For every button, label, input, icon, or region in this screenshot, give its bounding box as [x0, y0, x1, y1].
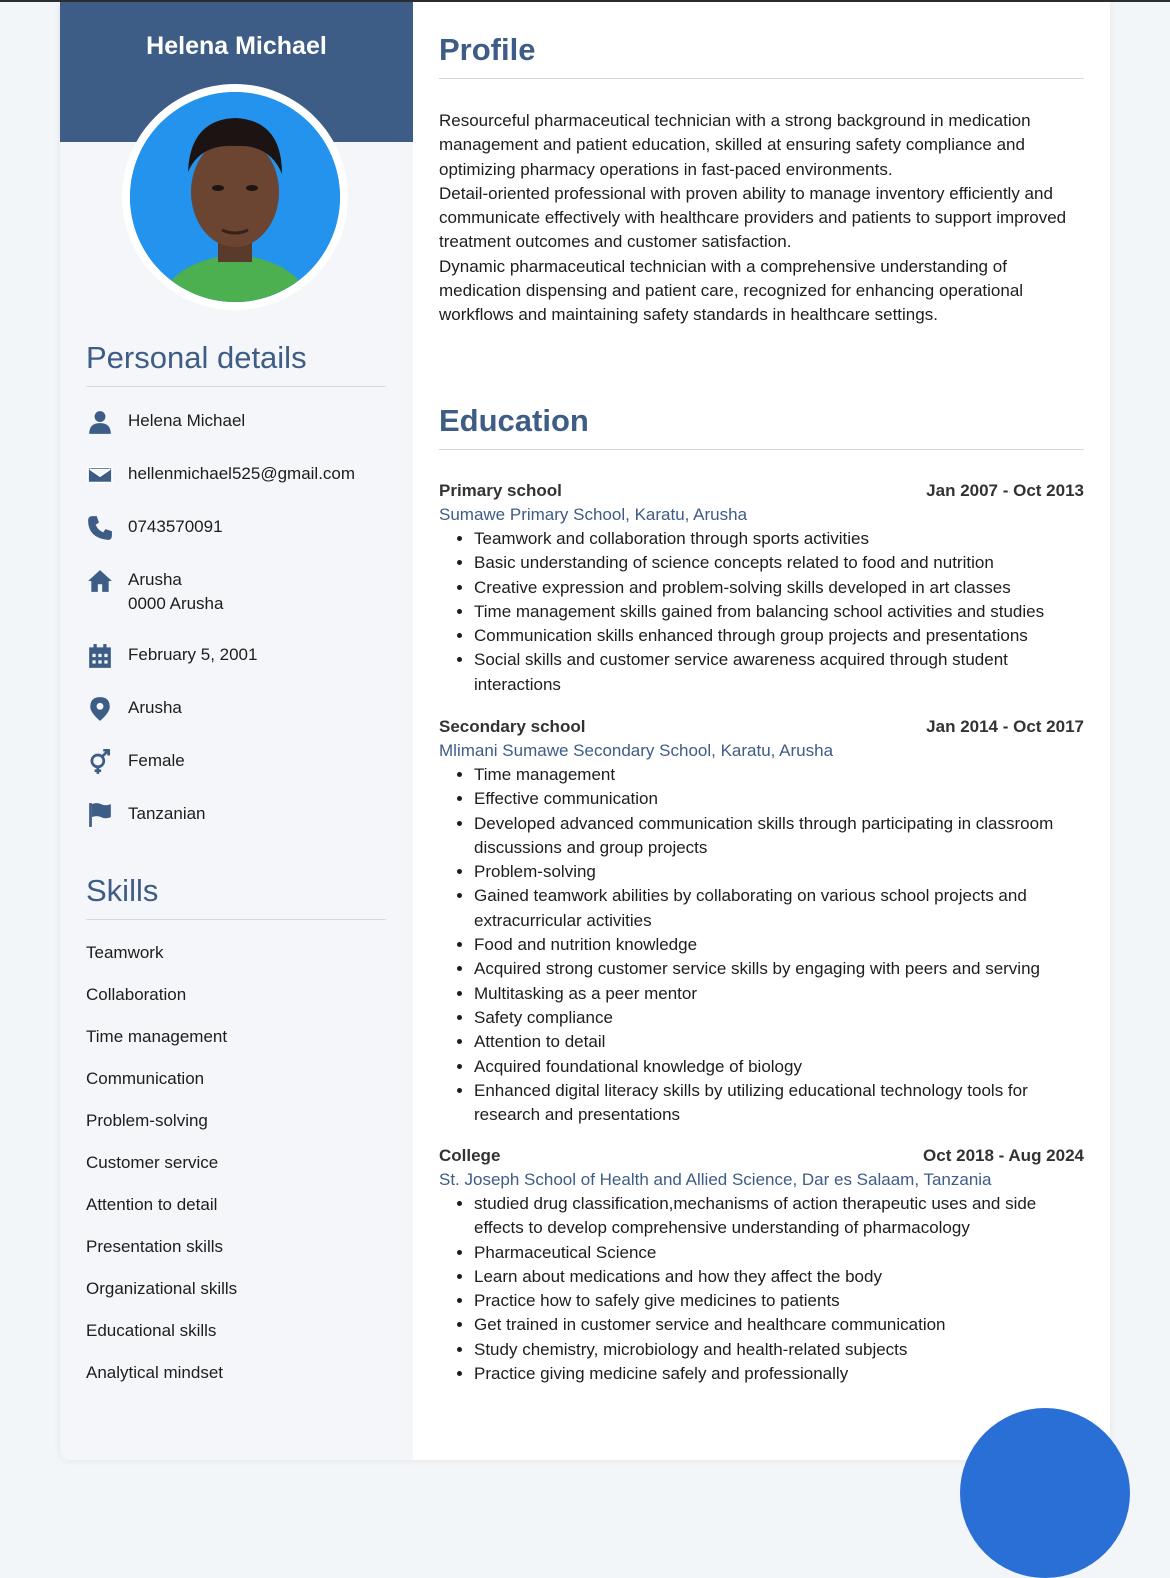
phone-icon	[86, 515, 114, 541]
education-bullet: • Effective communication	[474, 787, 1084, 811]
calendar-icon	[86, 643, 114, 669]
sidebar	[60, 2, 413, 1460]
detail-birthdate	[86, 643, 386, 669]
profile-paragraph: Detail-oriented professional with proven ability to manage inventory efficiently and communicate effectively with healthcare providers and patients to support improved treatment outcomes and customer satisfaction.	[439, 183, 1067, 252]
skill-item: Educational skills	[86, 1321, 217, 1340]
profile-photo	[130, 92, 340, 302]
detail-name	[86, 409, 386, 435]
skill-item: Analytical mindset	[86, 1363, 224, 1382]
profile-paragraph: Resourceful pharmaceutical technician with a strong background in medication management and patient education, skilled at ensuring safety compliance and optimizing pharmacy operations in fast-paced environments.	[439, 111, 1031, 179]
education-school: St. Joseph School of Health and Allied Science, Dar es Salaam, Tanzania	[439, 1170, 992, 1189]
education-bullet: • Safety compliance	[474, 1006, 1084, 1030]
education-bullets	[439, 527, 1084, 697]
profile-heading: Profile	[439, 32, 1084, 79]
education-bullet: • Practice how to safely give medicines to patients	[474, 1289, 1084, 1313]
detail-gender-text: Female	[128, 751, 185, 770]
education-level: Secondary school	[439, 717, 586, 736]
person-icon	[86, 409, 114, 435]
education-dates: Jan 2007 - Oct 2013	[926, 481, 1084, 500]
detail-nationality	[86, 802, 386, 828]
education-bullet: • Gained teamwork abilities by collaborating on various school projects and extracurricular activities	[474, 884, 1084, 933]
education-dates: Oct 2018 - Aug 2024	[923, 1146, 1084, 1165]
skill-item: Time management	[86, 1027, 228, 1046]
resume-page	[60, 2, 1110, 1460]
education-bullet: • Time management	[474, 763, 1084, 787]
detail-phone	[86, 515, 386, 541]
education-entry-secondary	[439, 715, 1084, 1127]
detail-address-postal: 0000 Arusha	[128, 594, 224, 613]
education-bullet: • Communication skills enhanced through group projects and presentations	[474, 624, 1084, 648]
education-bullet: • Time management skills gained from balancing school activities and studies	[474, 600, 1084, 624]
education-heading: Education	[439, 403, 1084, 450]
skill-item: Customer service	[86, 1153, 219, 1172]
education-bullet: • Multitasking as a peer mentor	[474, 982, 1084, 1006]
skill-item: Communication	[86, 1069, 205, 1088]
detail-nationality-text: Tanzanian	[128, 804, 206, 823]
detail-address	[86, 568, 386, 616]
education-entry-college	[439, 1144, 1084, 1386]
education-entry-header	[439, 715, 1084, 739]
skills-heading: Skills	[86, 873, 386, 920]
detail-email-text: hellenmichael525@gmail.com	[128, 464, 356, 483]
home-icon	[86, 568, 114, 594]
flag-icon	[86, 802, 114, 828]
education-bullet: • Practice giving medicine safely and professionally	[474, 1362, 1084, 1386]
profile-paragraph: Dynamic pharmaceutical technician with a comprehensive understanding of medication dispensing and patient care, recognized for enhancing operational workflows and maintaining safety standards in healthcare settings.	[439, 256, 1024, 325]
education-bullet: • Social skills and customer service awareness acquired through student interactions	[474, 648, 1084, 697]
detail-gender	[86, 749, 386, 775]
detail-birthdate-text: February 5, 2001	[128, 645, 258, 664]
education-bullet: • Teamwork and collaboration through sports activities	[474, 527, 1084, 551]
detail-location-text: Arusha	[128, 698, 182, 717]
education-level: Primary school	[439, 481, 562, 500]
education-bullet: • Basic understanding of science concepts related to food and nutrition	[474, 551, 1084, 575]
envelope-icon	[86, 462, 114, 488]
education-bullet: • Problem-solving	[474, 860, 1084, 884]
education-bullets	[439, 1192, 1084, 1386]
education-bullet: • Study chemistry, microbiology and health-related subjects	[474, 1338, 1084, 1362]
education-bullet: • Learn about medications and how they affect the body	[474, 1265, 1084, 1289]
education-school: Mlimani Sumawe Secondary School, Karatu, Arusha	[439, 741, 834, 760]
skill-item: Problem-solving	[86, 1111, 208, 1130]
skill-item: Presentation skills	[86, 1237, 224, 1256]
education-bullet: • Pharmaceutical Science	[474, 1241, 1084, 1265]
skill-item: Teamwork	[86, 943, 164, 962]
detail-address-city: Arusha	[128, 570, 182, 589]
skills-list	[86, 942, 386, 1404]
education-bullet: • studied drug classification,mechanisms of action therapeutic uses and side effects to develop comprehensive understanding of pharmacology	[474, 1192, 1084, 1241]
education-entry-header	[439, 1144, 1084, 1168]
education-entry-header	[439, 479, 1084, 503]
education-bullet: • Food and nutrition knowledge	[474, 933, 1084, 957]
detail-address-lines	[128, 568, 223, 616]
education-bullet: • Acquired foundational knowledge of biology	[474, 1055, 1084, 1079]
skill-item: Attention to detail	[86, 1195, 218, 1214]
education-bullet: • Attention to detail	[474, 1030, 1084, 1054]
education-bullet: • Creative expression and problem-solving skills developed in art classes	[474, 576, 1084, 600]
detail-name-text: Helena Michael	[128, 411, 246, 430]
decorative-circle	[960, 1408, 1130, 1578]
detail-phone-text: 0743570091	[128, 517, 223, 536]
education-level: College	[439, 1146, 501, 1165]
gender-icon	[86, 749, 114, 775]
personal-details-heading: Personal details	[86, 340, 386, 387]
education-school: Sumawe Primary School, Karatu, Arusha	[439, 505, 748, 524]
education-bullet: • Enhanced digital literacy skills by utilizing educational technology tools for research and presentations	[474, 1079, 1084, 1128]
education-bullet: • Developed advanced communication skills through participating in classroom discussions and group projects	[474, 812, 1084, 861]
education-bullet: • Get trained in customer service and healthcare communication	[474, 1313, 1084, 1337]
candidate-name: Helena Michael	[146, 32, 327, 60]
skill-item: Collaboration	[86, 985, 187, 1004]
detail-location	[86, 696, 386, 722]
education-bullets	[439, 763, 1084, 1127]
portrait-illustration	[130, 92, 340, 302]
education-entry-primary	[439, 479, 1084, 697]
profile-photo-frame	[122, 84, 348, 310]
education-dates: Jan 2014 - Oct 2017	[926, 717, 1084, 736]
detail-email	[86, 462, 386, 488]
education-bullet: • Acquired strong customer service skills by engaging with peers and serving	[474, 957, 1084, 981]
location-pin-icon	[86, 696, 114, 722]
skill-item: Organizational skills	[86, 1279, 238, 1298]
profile-summary	[439, 109, 1084, 328]
